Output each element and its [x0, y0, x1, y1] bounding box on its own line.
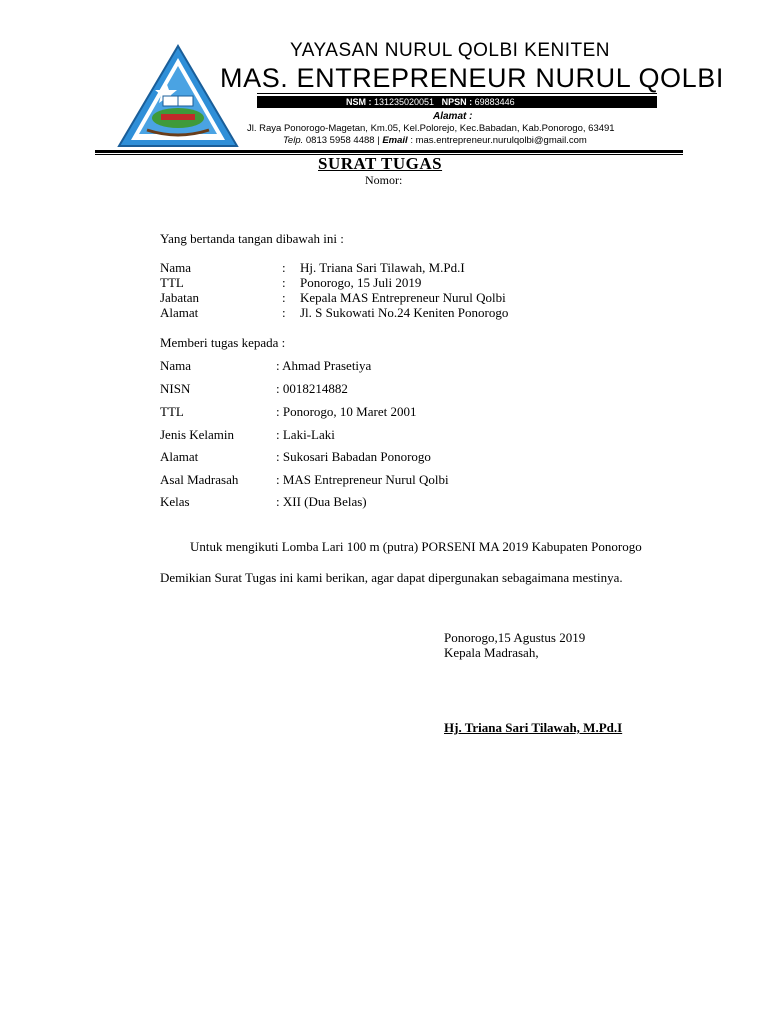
signer-label-ttl: TTL: [160, 275, 184, 290]
contact-line: Telp. 0813 5958 4488 | Email : mas.entrepreneur.nurulqolbi@gmail.com: [283, 135, 587, 146]
signer-value-name: Hj. Triana Sari Tilawah, M.Pd.I: [300, 260, 465, 275]
signer-colon: :: [282, 260, 286, 275]
address-label: Alamat :: [433, 111, 473, 122]
student-label-alamat: Alamat: [160, 449, 199, 464]
signer-label-name: Nama: [160, 260, 192, 275]
student-label-gender: Jenis Kelamin: [160, 427, 235, 442]
signer-value-ttl: Ponorogo, 15 Juli 2019: [300, 275, 422, 290]
address-text: Jl. Raya Ponorogo-Magetan, Km.05, Kel.Polorejo, Kec.Babadan, Kab.Ponorogo, 63491: [247, 123, 615, 134]
signer-colon: :: [282, 275, 286, 290]
purpose-paragraph: Untuk mengikuti Lomba Lari 100 m (putra) PORSENI MA 2019 Kabupaten Ponorogo: [190, 539, 642, 554]
student-label-kelas: Kelas: [160, 494, 190, 509]
signer-colon: :: [282, 290, 286, 305]
intro-text: Yang bertanda tangan dibawah ini :: [160, 231, 344, 246]
student-label-ttl: TTL: [160, 404, 184, 419]
student-value-ttl: : Ponorogo, 10 Maret 2001: [276, 404, 417, 419]
letter-title: SURAT TUGAS: [318, 154, 443, 173]
student-value-gender: : Laki-Laki: [276, 427, 335, 442]
student-value-kelas: : XII (Dua Belas): [276, 494, 367, 509]
student-value-madrasah: : MAS Entrepreneur Nurul Qolbi: [276, 472, 449, 487]
header-rule: [257, 93, 657, 94]
student-label-nisn: NISN: [160, 381, 191, 396]
student-label-nama: Nama: [160, 358, 192, 373]
signer-label-jabatan: Jabatan: [160, 290, 199, 305]
student-value-nisn: : 0018214882: [276, 381, 348, 396]
closing-paragraph: Demikian Surat Tugas ini kami berikan, agar dapat dipergunakan sebagaimana mestinya.: [160, 570, 623, 585]
signature-name: Hj. Triana Sari Tilawah, M.Pd.I: [444, 720, 623, 735]
school-logo-icon: [117, 44, 239, 150]
letterhead-divider: [95, 150, 683, 153]
assign-intro: Memberi tugas kepada :: [160, 335, 286, 350]
student-value-nama: : Ahmad Prasetiya: [276, 358, 372, 373]
school-name: MAS. ENTREPRENEUR NURUL QOLBI: [220, 63, 724, 93]
student-value-alamat: : Sukosari Babadan Ponorogo: [276, 449, 431, 464]
signer-colon: :: [282, 305, 286, 320]
foundation-name: YAYASAN NURUL QOLBI KENITEN: [290, 40, 611, 61]
student-label-madrasah: Asal Madrasah: [160, 472, 239, 487]
signer-value-alamat: Jl. S Sukowati No.24 Keniten Ponorogo: [300, 305, 509, 320]
signer-label-alamat: Alamat: [160, 305, 199, 320]
nsm-npsn: NSM : 131235020051 NPSN : 69883446: [346, 97, 515, 107]
letter-number: Nomor:: [365, 173, 403, 187]
place-date: Ponorogo,15 Agustus 2019: [444, 630, 586, 645]
signer-position: Kepala Madrasah,: [444, 645, 539, 660]
signer-value-jabatan: Kepala MAS Entrepreneur Nurul Qolbi: [300, 290, 506, 305]
